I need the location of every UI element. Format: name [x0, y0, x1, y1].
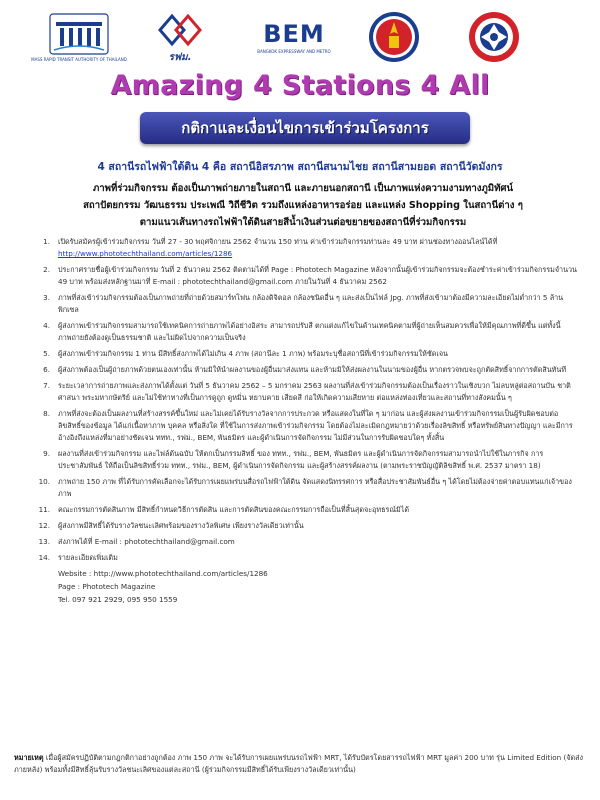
- rule-number: 2.: [43, 265, 50, 274]
- royal-seal-icon: [367, 10, 421, 64]
- rule-text: ผลงานที่ส่งเข้าร่วมกิจกรรม และไฟล์ต้นฉบับ ให้ตกเป็นกรรมสิทธิ์ ของ ททท., รฟม., BEM, พันธมิตร และผู้ดำเนินการจัดกิจกรรมสามารถนำไปใช้ในภารกิจ การประชาสัมพันธ์ ให้ถือเป็นลิขสิทธิ์ร่วม ททท., รฟม., BEM, ผู้ดำเนินการจัดกิจกรรม และผู้สร้างสรรค์ผลงาน (ตามพระราชบัญญัติลิขสิทธิ์ พ.ศ. 2537 มาตรา 18): [58, 449, 544, 470]
- contact-page: Page : Phototech Magazine: [58, 582, 156, 591]
- intro-line: ภาพที่ร่วมกิจกรรม ต้องเป็นภาพถ่ายภายในสถานี และภายนอกสถานี เป็นภาพแห่งความงามทางภูมิทัศน์: [92, 183, 514, 194]
- rule-number: 8.: [43, 409, 50, 418]
- rule-item: [20, 476, 580, 500]
- rule-number: 11.: [38, 505, 50, 514]
- rule-text: คณะกรรมการตัดสินภาพ มีสิทธิ์กำหนดวิธีการตัดสิน และการตัดสินของคณะกรรมการถือเป็นที่สิ้นสุดจะอุทธรณ์มิได้: [58, 505, 410, 514]
- rule-item: [20, 552, 580, 606]
- stations-line: 4 สถานีรถไฟฟ้าใต้ดิน 4 คือ สถานีอิสรภาพ สถานีสนามไชย สถานีสามยอด สถานีวัดมังกร: [97, 161, 503, 173]
- rule-item: [20, 292, 580, 316]
- rule-text: ภาพที่ส่งจะต้องเป็นผลงานที่สร้างสรรค์ขึ้นใหม่ และไม่เคยได้รับรางวัลจากการประกวด หรือแสดงในที่ใด ๆ มาก่อน และผู้ส่งผลงานเข้าร่วมกิจกรรมเป็นผู้รับผิดชอบต่อลิขสิทธิ์ของข้อมูล ได้แก่เนื้อหาภาพ บุคคล หรือสิ่งใด ที่ใช้ในการส่งภาพเข้าร่วมกิจกรรม โดยต้องไม่ละเมิดกฎหมายว่าด้วยเรื่องลิขสิทธิ์ หรือทรัพย์สินทางปัญญา และมีการอ้างอิงถึงแหล่งที่มาอย่างชัดเจน ททท., รฟม., BEM, พันธมิตร และผู้ดำเนินการจัดกิจกรรม ไม่มีส่วนในการรับผิดชอบใดๆ ทั้งสิ้น: [58, 409, 573, 442]
- rule-item: [20, 264, 580, 288]
- rule-item: [20, 364, 580, 376]
- rule-item: [20, 320, 580, 344]
- rule-number: 5.: [43, 349, 50, 358]
- srt-diamond-icon: [150, 10, 210, 50]
- rule-text: ผู้ส่งภาพเข้าร่วมกิจกรรมสามารถใช้เทคนิคการถ่ายภาพได้อย่างอิสระ สามารถปรับสี ตกแต่งแก้ไขในด้านเทคนิคตามที่ผู้ถ่ายเห็นสมควรเพื่อให้มีคุณภาพที่ดีขึ้น แต่ทั้งนี้ภาพถ่ายยังต้องดูเป็นธรรมชาติ และไม่ผิดไปจากความเป็นจริง: [58, 321, 561, 342]
- note-text: เมื่อผู้สมัครปฏิบัติตามกฎกติกาอย่างถูกต้อง ภาพ 150 ภาพ จะได้รับการเผยแพร่บนรถไฟฟ้า MRT, ได้รับบัตรโดยสารรถไฟฟ้า MRT มูลค่า 200 บาท รุ่น Limited Edition (จัดส่งภายหลัง) พร้อมทั้งมีสิทธิ์ลุ้นรับรางวัลชนะเลิศของแต่ละสถานี (ผู้ร่วมกิจกรรมมีสิทธิ์ได้รับเพียงรางวัลเดียวเท่านั้น): [14, 753, 584, 774]
- seal-logo: [364, 8, 424, 66]
- rule-item: [20, 504, 580, 516]
- mrta-emblem-icon: [48, 12, 110, 56]
- bem-text: BEM: [263, 20, 325, 48]
- intro-line: สถาปัตยกรรม วัฒนธรรม ประเพณี วิถีชีวิต รวมถึงแหล่งอาหารอร่อย และแหล่ง Shopping ในสถานีต่าง ๆ: [83, 200, 523, 211]
- rule-number: 10.: [38, 477, 50, 486]
- bem-subtitle: BANGKOK EXPRESSWAY AND METRO: [257, 49, 331, 54]
- rules-banner: [140, 112, 470, 144]
- rule-text: ผู้ส่งภาพต้องเป็นผู้ถ่ายภาพด้วยตนเองเท่านั้น ห้ามมิให้นำผลงานของผู้อื่นมาส่งแทน และห้ามมิให้ส่งผลงานในนามของผู้อื่น หากตรวจพบจะถูกตัดสิทธิ์จากการตัดสินทันที: [58, 365, 567, 374]
- rule-text: ส่งภาพได้ที่ E-mail : phototechthailand@gmail.com: [58, 537, 235, 546]
- rule-item: [20, 448, 580, 472]
- rule-text: ระยะเวลาการถ่ายภาพและส่งภาพได้ตั้งแต่ วันที่ 5 ธันวาคม 2562 – 5 มกราคม 2563 ผลงานที่ส่งเข้าร่วมกิจกรรมต้องเป็นเรื่องราวในเชิงบวก ไม่ลบหลู่ต่อสถานบัน ชาติ ศาสนา พระมหากษัตริย์ และไม่ใช้ท่าทางที่เป็นการดูถูก ดูหมิ่น หยาบคาย เสียดสี ก่อให้เกิดความเสียหาย ต่อแหล่งท่องเที่ยวและสถานที่ทางสังคมนั้น ๆ: [58, 381, 571, 402]
- rule-text: เปิดรับสมัครผู้เข้าร่วมกิจกรรม วันที่ 27 - 30 พฤศจิกายน 2562 จำนวน 150 ท่าน ค่าเข้าร่วมกิจกรรมท่านละ 49 บาท ผ่านช่องทางออนไลน์ได้ที่: [58, 237, 498, 246]
- rule-text: ภาพถ่าย 150 ภาพ ที่ได้รับการคัดเลือกจะได้รับการเผยแพร่บนสื่อรถไฟฟ้าใต้ดิน จัดแสดงนิทรรศการ หรือสื่อประชาสัมพันธ์อื่น ๆ ได้โดยไม่ต้องจ่ายค่าตอบแทนแก่เจ้าของภาพ: [58, 477, 572, 498]
- note-label: หมายเหตุ: [14, 753, 44, 762]
- rule-item: [20, 236, 580, 260]
- contact-info: [58, 567, 580, 606]
- rule-number: 9.: [43, 449, 50, 458]
- rule-text: ผู้ส่งภาพมีสิทธิ์ได้รับรางวัลชนะเลิศพร้อมของรางวัลพิเศษ เพียงรางวัลเดียวเท่านั้น: [58, 521, 304, 530]
- mrta-logo: [31, 8, 127, 66]
- rule-number: 13.: [38, 537, 50, 546]
- partner-logos: [31, 8, 564, 68]
- rule-text: ผู้ส่งภาพเข้าร่วมกิจกรรม 1 ท่าน มีสิทธิ์ส่งภาพได้ไม่เกิน 4 ภาพ (สถานีละ 1 ภาพ) พร้อมระบุชื่อสถานีที่เข้าร่วมกิจกรรมให้ชัดเจน: [58, 349, 448, 358]
- contact-phone: Tel. 097 921 2929, 095 950 1559: [58, 595, 178, 604]
- srt-logo: [140, 8, 220, 66]
- rule-item: [20, 348, 580, 360]
- rule-item: [20, 380, 580, 404]
- rule-number: 3.: [43, 293, 50, 302]
- phototech-logo: [464, 8, 524, 66]
- rule-number: 12.: [38, 521, 50, 530]
- rule-item: [20, 536, 580, 548]
- intro-line: ตามแนวเส้นทางรถไฟฟ้าใต้ดินสายสีน้ำเงินส่วนต่อขยายของสถานีที่ร่วมกิจกรรม: [139, 217, 467, 228]
- contact-website[interactable]: Website : http://www.phototechthailand.com/articles/1286: [58, 569, 268, 578]
- camera-aperture-icon: [467, 10, 521, 64]
- rule-item: [20, 520, 580, 532]
- rule-number: 14.: [38, 553, 50, 562]
- intro-paragraph: [38, 180, 568, 231]
- bem-logo: [244, 8, 344, 66]
- banner-text: กติกาและเงื่อนไขการเข้าร่วมโครงการ: [181, 119, 429, 137]
- mrta-caption: MASS RAPID TRANSIT AUTHORITY OF THAILAND: [31, 57, 127, 62]
- rule-number: 6.: [43, 365, 50, 374]
- rule-text: ภาพที่ส่งเข้าร่วมกิจกรรมต้องเป็นภาพถ่ายที่ถ่ายด้วยสมาร์ทโฟน กล้องดิจิตอล กล้องชนิดอื่น ๆ และส่งเป็นไฟล์ Jpg. ภาพที่ส่งเข้ามาต้องมีความละเอียดไม่ต่ำกว่า 5 ล้านพิกเซล: [58, 293, 564, 314]
- rule-text: รายละเอียดเพิ่มเติม: [58, 553, 118, 562]
- registration-link[interactable]: http://www.phototechthailand.com/articles/1286: [58, 249, 233, 258]
- rules-list: [20, 236, 580, 610]
- footnote: [14, 752, 586, 776]
- page-title: Amazing 4 Stations 4 All: [110, 70, 490, 101]
- rule-number: 4.: [43, 321, 50, 330]
- rule-number: 7.: [43, 381, 50, 390]
- rule-text: ประกาศรายชื่อผู้เข้าร่วมกิจกรรม วันที่ 2 ธันวาคม 2562 ติดตามได้ที่ Page : Phototech Magazine หลังจากนั้นผู้เข้าร่วมกิจกรรมจะต้องชำระค่าเข้าร่วมกิจกรรมจำนวน 49 บาท พร้อมส่งหลักฐานมาที่ E-mail : phototechthailand@gmail.com ภายในวันที่ 4 ธันวาคม 2562: [58, 265, 577, 286]
- rule-item: [20, 408, 580, 444]
- rule-number: 1.: [43, 237, 50, 246]
- srt-text: รฟม.: [168, 51, 192, 63]
